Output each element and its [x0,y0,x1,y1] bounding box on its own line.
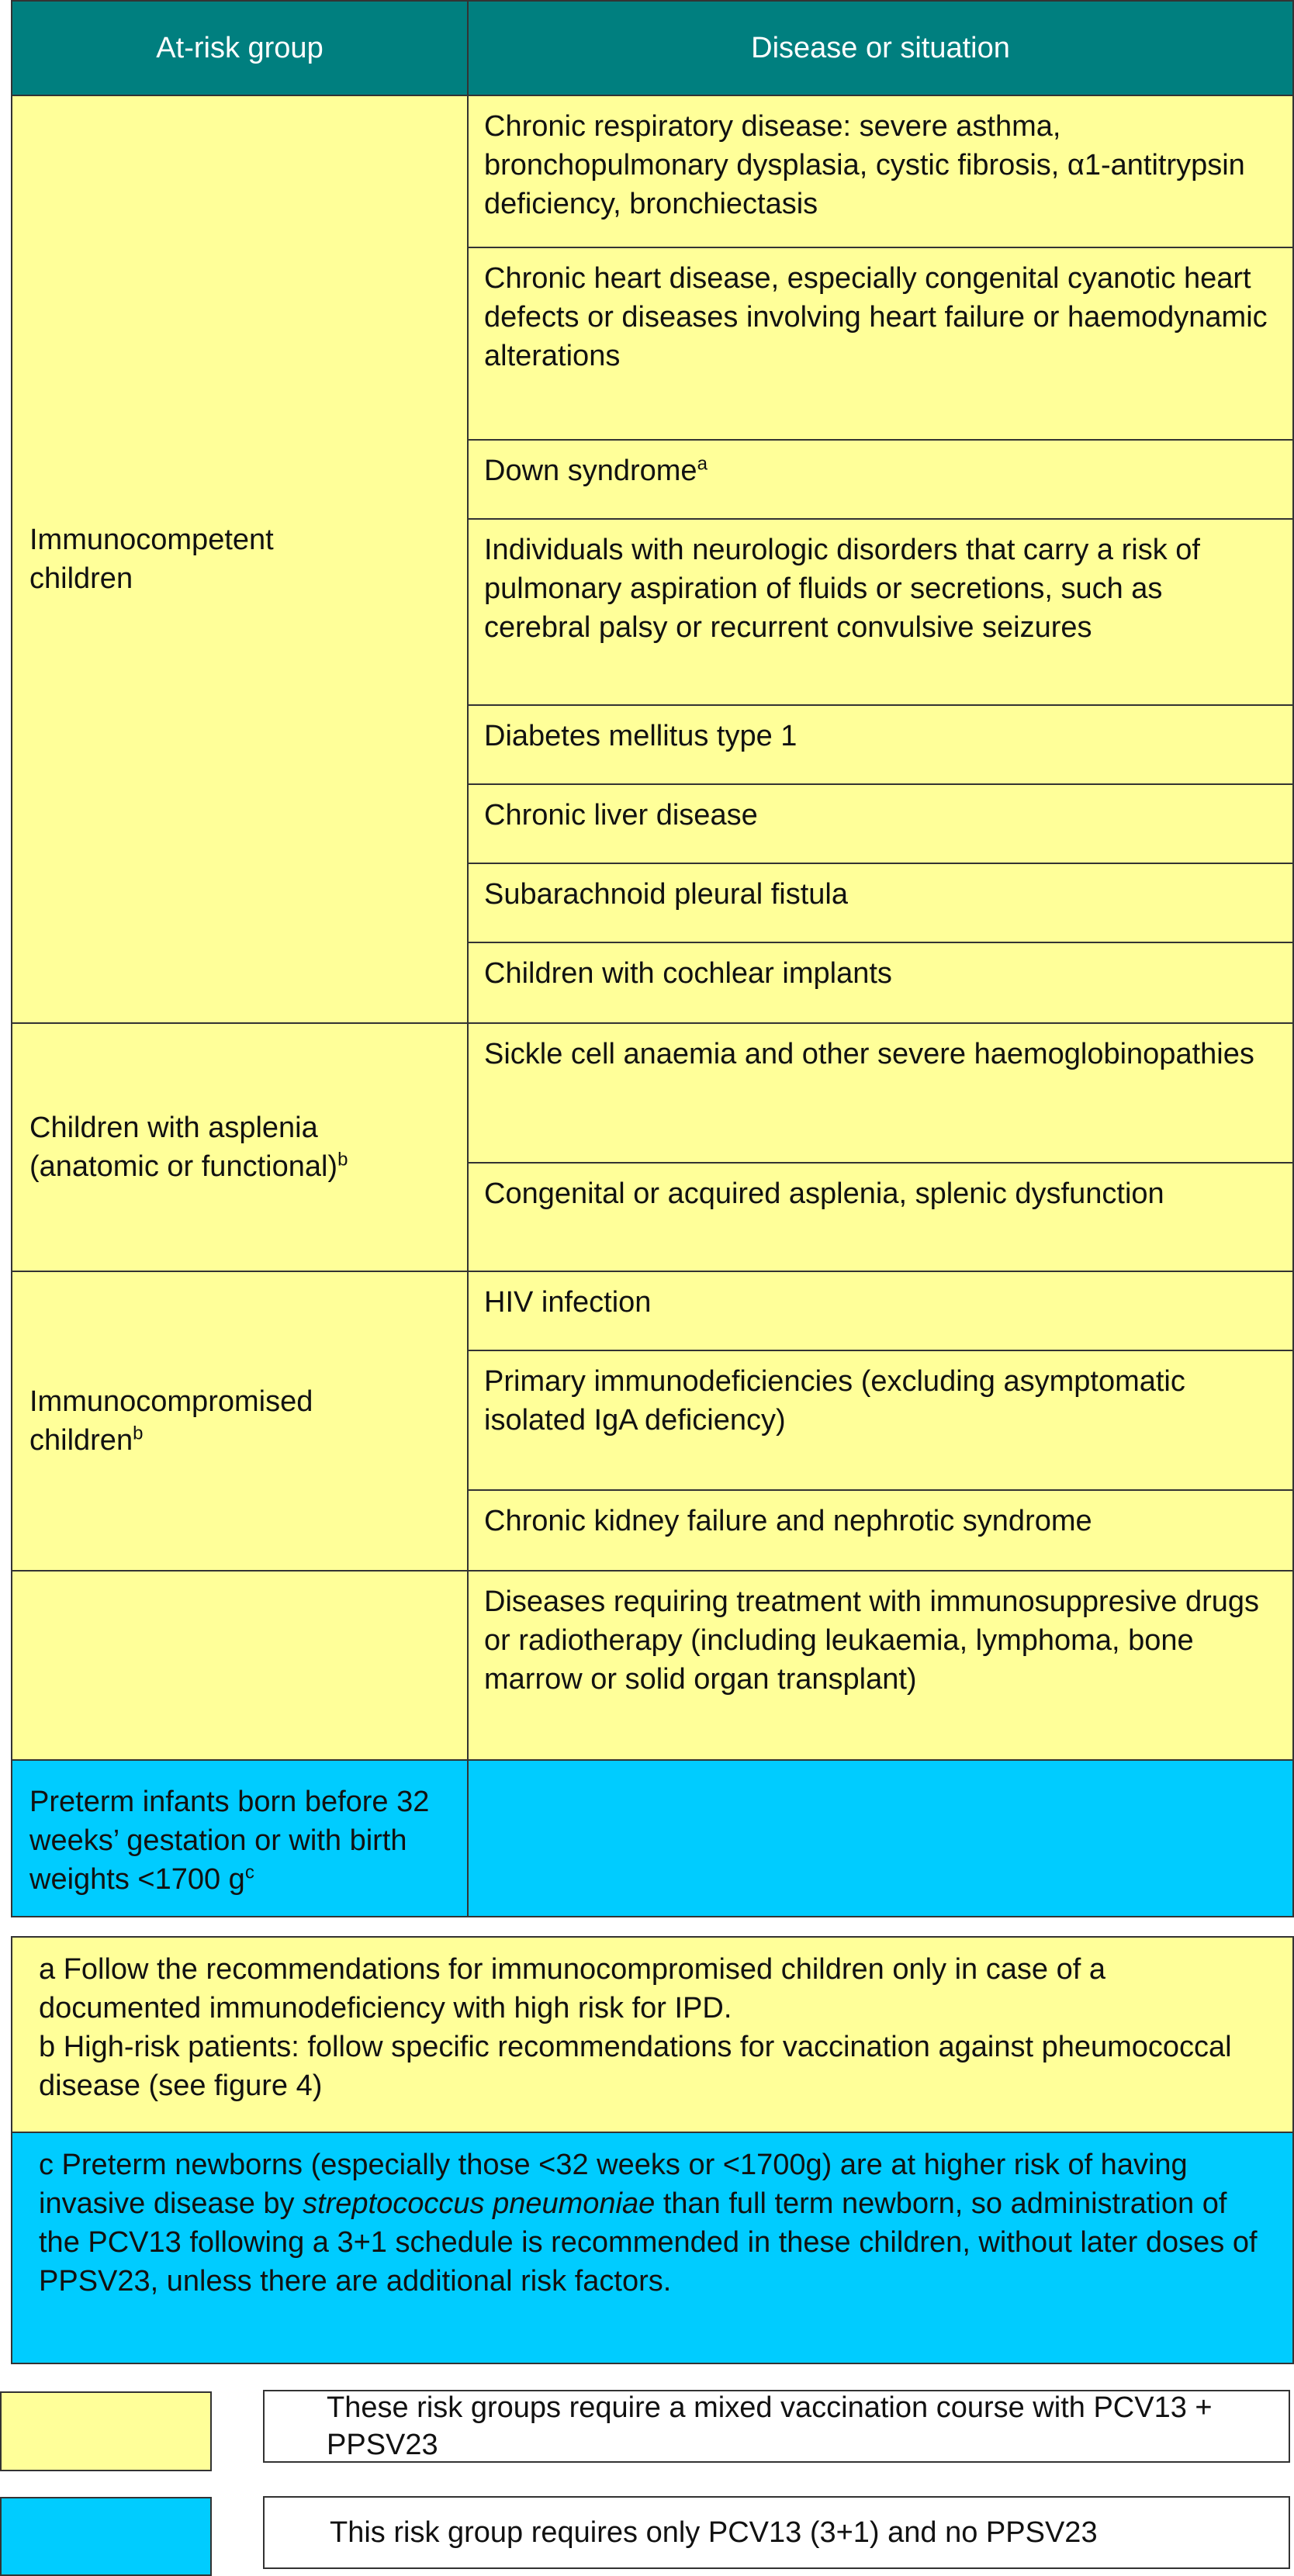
legend-yellow-label: These risk groups require a mixed vaccination course with PCV13 + PPSV23 [263,2390,1290,2463]
situation-row [467,863,1294,943]
situation-row [467,95,1294,248]
situation-text: Subarachnoid pleural fistula [484,878,848,911]
footnotes-ab [11,1936,1294,2133]
situation-row [467,439,1294,520]
situation-row [467,518,1294,706]
situation-text: Chronic kidney failure and nephrotic syndrome [484,1505,1092,1537]
situation-row [467,247,1294,441]
header-disease-or-situation [467,0,1294,96]
situation-text: Chronic liver disease [484,799,758,832]
situation-row [467,1271,1294,1351]
situation-text: Congenital or acquired asplenia, splenic dysfunction [484,1177,1164,1210]
situation-text: Sickle cell anaemia and other severe haemoglobinopathies [484,1038,1254,1070]
situation-text: Chronic heart disease, especially congenital cyanotic heart defects or diseases involving heart failure or haemodynamic alterations [484,262,1268,372]
situation-text: Individuals with neurologic disorders that carry a risk of pulmonary aspiration of fluids or secretions, such as cerebral palsy or recurrent convulsive seizures [484,534,1200,644]
footnote-marker: b [337,1149,348,1170]
footnote-c-species: streptococcus pneumoniae [303,2187,656,2220]
footnote-a: a Follow the recommendations for immunocompromised children only in case of a documented immunodeficiency with high risk for IPD. [39,1953,1105,2024]
group-immunocompromised [11,1271,469,1572]
situation-row [467,1489,1294,1572]
footnote-marker: a [697,453,708,475]
situation-row [467,1162,1294,1272]
situation-text: HIV infection [484,1286,652,1319]
legend-yellow-swatch [0,2391,212,2471]
footnote-marker: b [133,1423,144,1444]
group-label: Preterm infants born before 32 weeks’ gestation or with birth weights <1700 $g^c$ [29,1786,430,1896]
footnote-b: b High-risk patients: follow specific recommendations for vaccination against pheumococcal disease (see figure 4) [39,2031,1232,2102]
header-disease-or-situation-label: Disease or situation [751,31,1010,64]
group-preterm [11,1759,469,1917]
situation-text: Diseases requiring treatment with immunosuppresive drugs or radiotherapy (including leukaemia, lymphoma, bone marrow or solid organ transplant) [484,1585,1260,1696]
group-label: Immunocompromised children$^b$ [29,1385,313,1457]
situation-row-empty [467,1759,1294,1917]
group-asplenia [11,1022,469,1272]
group-label: Children with asplenia (anatomic or functional)$^b$ [29,1112,348,1183]
footnote-c: c Preterm newborns (especially those <32 weeks or <1700g) are at higher risk of having invasive disease by streptococcus pneumoniae than full term newborn, so administration of the PCV13 following a 3+1 schedule is recommended in these children, without later doses of PPSV23, unless there are additional risk factors. [39,2149,1258,2298]
situation-text: Diabetes mellitus type 1 [484,720,798,752]
header-at-risk-group [11,0,469,96]
situation-row [467,704,1294,785]
situation-row [467,1022,1294,1164]
situation-row [467,1350,1294,1491]
legend-cyan-swatch [0,2497,212,2576]
group-immunocompetent [11,95,469,1024]
group-empty-cell [11,1570,469,1761]
situation-row [467,1570,1294,1761]
situation-text: Primary immunodeficiencies (excluding asymptomatic isolated IgA deficiency) [484,1365,1185,1437]
footnote-c-box [11,2132,1294,2364]
situation-row [467,783,1294,864]
header-at-risk-group-label: At-risk group [156,31,324,64]
situation-text: Chronic respiratory disease: severe asthma, bronchopulmonary dysplasia, cystic fibrosis, α1-antitrypsin deficiency, bronchiectasis [484,110,1245,220]
situation-text: Children with cochlear implants [484,957,892,990]
situation-row [467,942,1294,1024]
legend-cyan-label: This risk group requires only PCV13 (3+1) and no PPSV23 [263,2496,1290,2569]
group-label: Immunocompetent children [29,524,274,595]
footnote-marker: c [244,1862,254,1883]
situation-text: Down syndrome [484,455,697,487]
